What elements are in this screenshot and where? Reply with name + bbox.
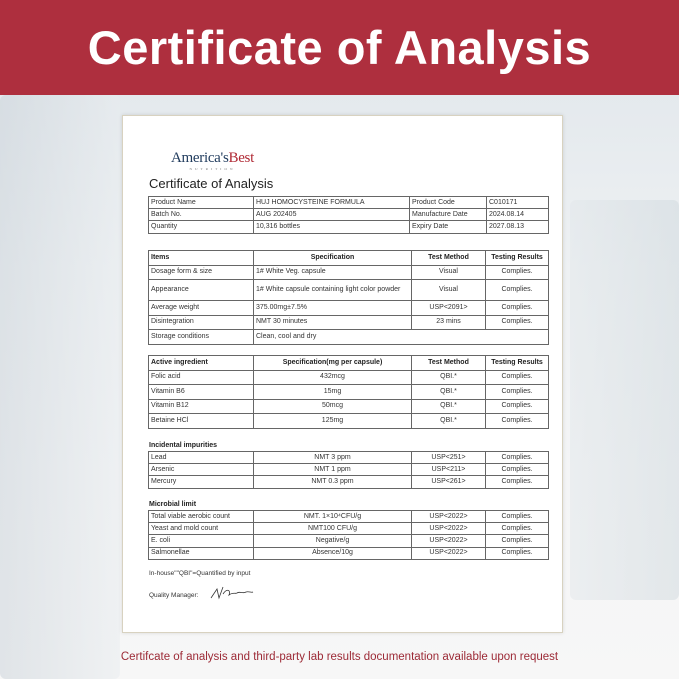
table-cell: USP<2091> <box>412 301 486 316</box>
table-row <box>149 511 549 523</box>
table-cell: Complies. <box>486 511 549 523</box>
table-cell: Complies. <box>486 385 549 400</box>
table-cell: Total viable aerobic count <box>149 511 254 523</box>
background-lab-equipment <box>0 95 120 679</box>
table-cell: Batch No. <box>149 209 254 221</box>
background-glassware <box>570 200 679 600</box>
table-cell: Complies. <box>486 535 549 547</box>
table-cell: Negative/g <box>254 535 412 547</box>
table-cell: 2024.08.14 <box>487 209 549 221</box>
table-cell: AUG 202405 <box>254 209 410 221</box>
table-cell: NMT. 1×10⁴CFU/g <box>254 511 412 523</box>
table-cell: Complies. <box>486 547 549 559</box>
table-cell: Complies. <box>486 280 549 301</box>
column-header: Testing Results <box>486 251 549 266</box>
table-row <box>149 280 549 301</box>
column-header: Test Method <box>412 356 486 371</box>
table-row <box>149 370 549 385</box>
table-cell: USP<2022> <box>412 547 486 559</box>
footnote: In-house""QBI"=Quantified by input <box>149 570 251 577</box>
table-cell: Betaine HCl <box>149 414 254 429</box>
table-cell: C010171 <box>487 197 549 209</box>
brand-logo: America'sBest NUTRITION <box>171 150 254 171</box>
table-cell: Folic acid <box>149 370 254 385</box>
table-cell: Dosage form & size <box>149 265 254 280</box>
table-cell: Quantity <box>149 221 254 233</box>
microbial-label: Microbial limit <box>149 501 197 508</box>
table-row <box>149 476 549 488</box>
table-cell: E. coli <box>149 535 254 547</box>
table-header-row <box>149 251 549 266</box>
table-cell: NMT 0.3 ppm <box>254 476 412 488</box>
table-cell: Disintegration <box>149 315 254 330</box>
table-row <box>149 523 549 535</box>
table-cell: Product Name <box>149 197 254 209</box>
table-cell: Yeast and mold count <box>149 523 254 535</box>
table-cell: USP<2022> <box>412 511 486 523</box>
table-row <box>149 221 549 233</box>
table-cell: NMT 1 ppm <box>254 464 412 476</box>
table-cell: 1# White capsule containing light color powder <box>254 280 412 301</box>
table-cell: Visual <box>412 280 486 301</box>
table-cell: USP<211> <box>412 464 486 476</box>
column-header: Specification(mg per capsule) <box>254 356 412 371</box>
table-cell: NMT 3 ppm <box>254 452 412 464</box>
table-cell: Expiry Date <box>410 221 487 233</box>
table-cell: 375.00mg±7.5% <box>254 301 412 316</box>
impurities-label: Incidental impurities <box>149 442 218 449</box>
table-cell: HUJ HOMOCYSTEINE FORMULA <box>254 197 410 209</box>
microbial-table <box>148 510 549 560</box>
quality-manager-label: Quality Manager: <box>149 592 199 599</box>
table-cell: 23 mins <box>412 315 486 330</box>
table-cell: Complies. <box>486 301 549 316</box>
table-cell: Lead <box>149 452 254 464</box>
table-cell: Vitamin B12 <box>149 399 254 414</box>
table-cell: Complies. <box>486 315 549 330</box>
table-cell: 432mcg <box>254 370 412 385</box>
table-cell: USP<2022> <box>412 535 486 547</box>
table-cell: Arsenic <box>149 464 254 476</box>
table-cell: Manufacture Date <box>410 209 487 221</box>
table-cell: Complies. <box>486 452 549 464</box>
table-cell: 50mcg <box>254 399 412 414</box>
table-cell: Vitamin B6 <box>149 385 254 400</box>
table-cell: QBI.* <box>412 399 486 414</box>
header-banner <box>0 0 679 95</box>
column-header: Active ingredient <box>149 356 254 371</box>
table-cell: NMT100 CFU/g <box>254 523 412 535</box>
table-cell: 10,316 bottles <box>254 221 410 233</box>
table-cell: USP<2022> <box>412 523 486 535</box>
signature-icon <box>209 584 255 602</box>
footer-note: Certifcate of analysis and third-party lab results documentation available upon request <box>120 651 559 663</box>
table-cell: Complies. <box>486 370 549 385</box>
banner-title: Certificate of Analysis <box>87 21 592 74</box>
table-row <box>149 464 549 476</box>
table-cell: Appearance <box>149 280 254 301</box>
table-cell: USP<251> <box>412 452 486 464</box>
table-row <box>149 414 549 429</box>
document-title: Certificate of Analysis <box>149 176 274 191</box>
table-cell: Storage conditions <box>149 330 254 345</box>
table-cell: 125mg <box>254 414 412 429</box>
table-row <box>149 197 549 209</box>
table-cell: 15mg <box>254 385 412 400</box>
active-ingredient-table <box>148 355 549 429</box>
table-cell: QBI.* <box>412 414 486 429</box>
column-header: Test Method <box>412 251 486 266</box>
table-cell: 1# White Veg. capsule <box>254 265 412 280</box>
table-cell: Complies. <box>486 414 549 429</box>
table-cell: NMT 30 minutes <box>254 315 412 330</box>
column-header: Items <box>149 251 254 266</box>
table-header-row <box>149 356 549 371</box>
table-cell: Mercury <box>149 476 254 488</box>
table-cell: 2027.08.13 <box>487 221 549 233</box>
product-info-table <box>148 196 549 234</box>
table-cell: Visual <box>412 265 486 280</box>
table-cell: QBI.* <box>412 385 486 400</box>
table-cell: Salmonellae <box>149 547 254 559</box>
table-cell: Product Code <box>410 197 487 209</box>
certificate-document <box>122 115 563 633</box>
table-cell: Average weight <box>149 301 254 316</box>
table-row <box>149 399 549 414</box>
table-row <box>149 301 549 316</box>
table-row <box>149 452 549 464</box>
table-cell: QBI.* <box>412 370 486 385</box>
table-cell: Complies. <box>486 523 549 535</box>
table-cell: Complies. <box>486 476 549 488</box>
table-row <box>149 265 549 280</box>
items-table <box>148 250 549 345</box>
column-header: Testing Results <box>486 356 549 371</box>
table-row <box>149 330 549 345</box>
table-row <box>149 547 549 559</box>
table-cell: USP<261> <box>412 476 486 488</box>
table-row <box>149 535 549 547</box>
table-row <box>149 209 549 221</box>
table-row <box>149 315 549 330</box>
table-cell: Complies. <box>486 265 549 280</box>
impurities-table <box>148 451 549 489</box>
column-header: Specification <box>254 251 412 266</box>
table-cell: Clean, cool and dry <box>254 330 549 345</box>
table-cell: Absence/10g <box>254 547 412 559</box>
table-cell: Complies. <box>486 464 549 476</box>
table-cell: Complies. <box>486 399 549 414</box>
table-row <box>149 385 549 400</box>
